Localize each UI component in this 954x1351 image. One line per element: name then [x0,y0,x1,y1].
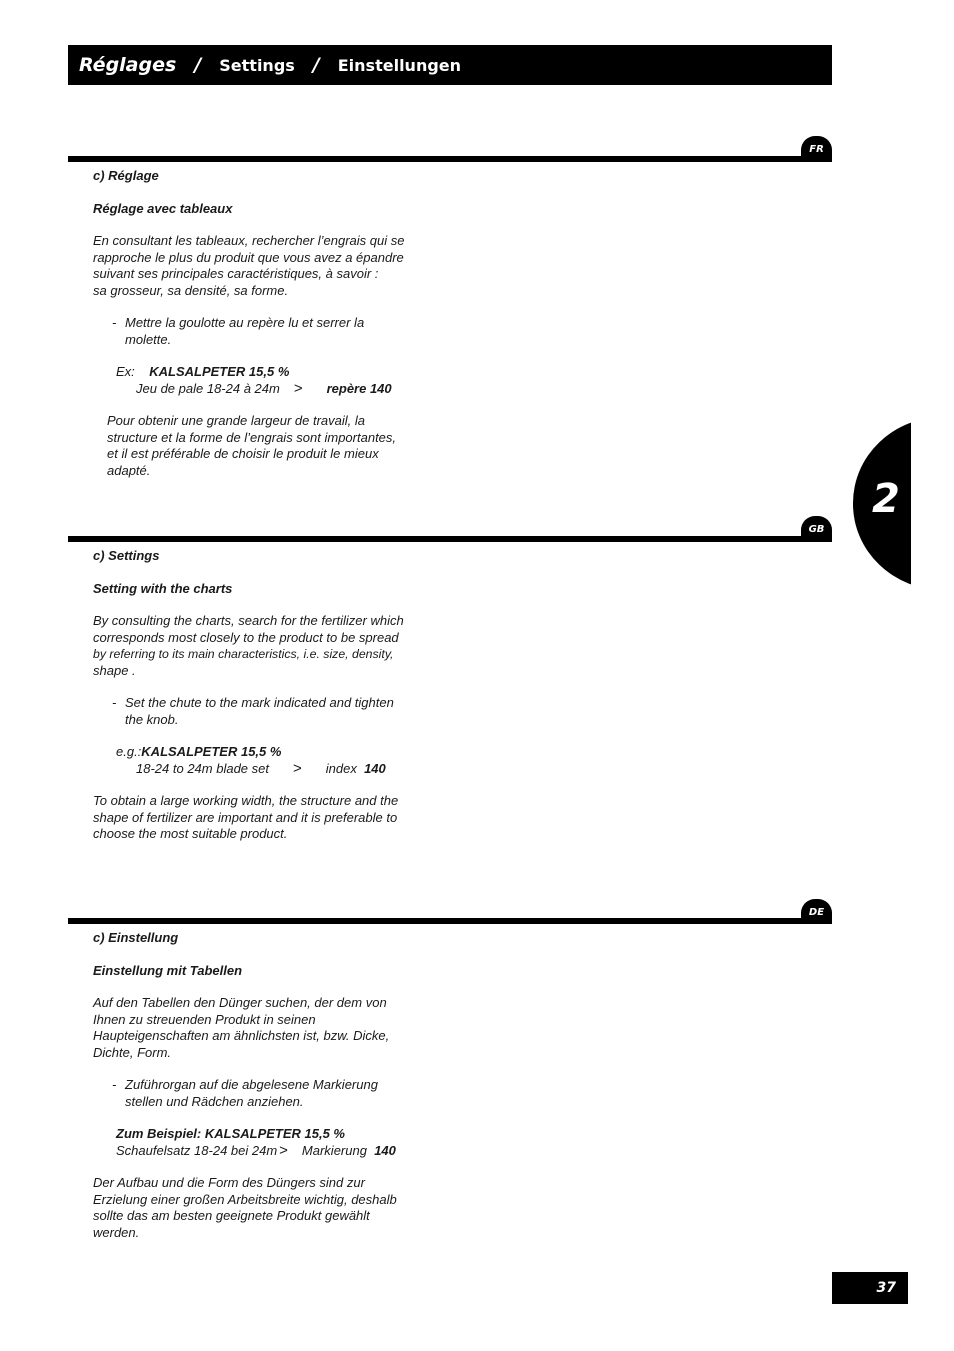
section-de [93,930,433,1241]
header-title-de: Einstellungen [337,55,462,75]
example-product: Zum Beispiel: KALSALPETER 15,5 % [116,1126,345,1141]
note-block: Der Aufbau und die Form des Düngers sind zur Erzielung einer großen Arbeitsbreite wichtig, deshalb sollte das am besten geeignete Produkt gewählt werden. [93,1175,397,1240]
example-result-label: index [325,760,357,776]
example-block [93,744,433,777]
intro-line: Dichte, Form. [93,1044,172,1060]
step-item: - Zuführorgan auf die abgelesene Markierung stellen und Rädchen anziehen. [112,1077,378,1109]
example-line: Jeu de pale 18-24 à 24m [136,380,280,396]
example-line: Schaufelsatz 18-24 bei 24m [116,1142,278,1158]
section-heading: c) Settings [93,548,160,563]
note-block: Pour obtenir une grande largeur de travail, la structure et la forme de l’engrais sont importantes, et il est préférable de choisir le produit le mieux adapté. [107,413,397,478]
section-subheading: Setting with the charts [93,580,233,596]
example-result: repère 140 [326,380,392,396]
example-result-value: 140 [364,760,386,776]
header-separator: / [194,54,202,76]
intro-line: En consultant les tableaux, rechercher l’engrais qui se [93,233,405,248]
section-rule-fr [68,156,832,162]
language-tab-fr: FR [801,136,832,160]
note-block: To obtain a large working width, the structure and the shape of fertilizer are important and it is preferable to choose the most suitable product. [93,793,399,841]
arrow-glyph: > [292,759,302,777]
step-item: - Mettre la goulotte au repère lu et serrer la molette. [112,315,365,347]
intro-line: by referring to its main characteristics, i.e. size, density, [93,647,394,661]
example-block [93,364,433,397]
example-block [93,1126,433,1159]
section-subheading: Réglage avec tableaux [93,200,233,216]
intro-line: corresponds most closely to the product to be spread [93,629,399,645]
example-product: KALSALPETER 15,5 % [149,364,290,379]
section-heading: c) Réglage [93,168,159,183]
chapter-number: 2 [872,476,900,522]
example-result-value: 140 [374,1142,396,1158]
section-heading: c) Einstellung [93,930,179,945]
page-number: 37 [832,1272,908,1304]
example-line: 18-24 to 24m blade set [136,760,269,776]
section-rule-gb [68,536,832,542]
intro-line: Auf den Tabellen den Dünger suchen, der dem von [93,995,387,1010]
intro-line: rapproche le plus du produit que vous avez a épandre [93,249,404,265]
header-separator: / [312,54,320,76]
intro-line: Ihnen zu streuenden Produkt in seinen [93,1011,316,1027]
arrow-glyph: > [279,1141,288,1159]
page-header [68,45,832,85]
intro-line: sa grosseur, sa densité, sa forme. [93,282,289,298]
section-rule-de [68,918,832,924]
header-title-gb: Settings [219,55,295,75]
example-prefix: e.g.: [116,744,142,759]
intro-line: shape . [93,662,136,678]
language-tab-de: DE [801,899,832,923]
intro-line: Haupteigenschaften am ähnlichsten ist, bzw. Dicke, [93,1028,390,1043]
example-result-label: Markierung [301,1142,367,1158]
example-prefix: Ex: [116,364,135,379]
intro-line: suivant ses principales caractéristiques, à savoir : [93,266,379,281]
intro-line: By consulting the charts, search for the fertilizer which [93,613,404,628]
header-title-fr: Réglages [79,54,177,76]
language-tab-gb: GB [801,516,832,540]
section-subheading: Einstellung mit Tabellen [93,962,243,978]
step-item: - Set the chute to the mark indicated and tighten the knob. [112,695,394,727]
section-gb [93,548,433,843]
example-product: KALSALPETER 15,5 % [141,744,282,759]
arrow-glyph: > [293,379,303,397]
section-fr [93,168,433,479]
